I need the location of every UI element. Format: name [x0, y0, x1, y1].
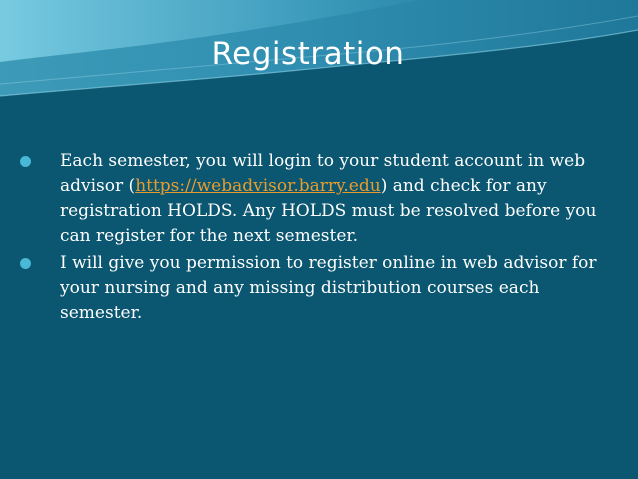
- slide-title: Registration: [211, 36, 405, 72]
- bullet-text-start: Each semester, you will login to your student account in web advisor (: [60, 151, 586, 196]
- bullet-dot-icon: [20, 258, 31, 269]
- bullet-item: [20, 251, 600, 326]
- bullet-text: I will give you permission to register online in web advisor for your nursing and any missing distribution courses each semester.: [60, 253, 597, 323]
- bullet-list: [20, 149, 600, 328]
- webadvisor-link[interactable]: https://webadvisor.barry.edu: [135, 176, 381, 196]
- bullet-dot-icon: [20, 156, 31, 167]
- bullet-item: [20, 149, 600, 249]
- bullet-text-end: ) and check for any registration HOLDS. Any HOLDS must be resolved before you can register for the next semester.: [60, 176, 597, 246]
